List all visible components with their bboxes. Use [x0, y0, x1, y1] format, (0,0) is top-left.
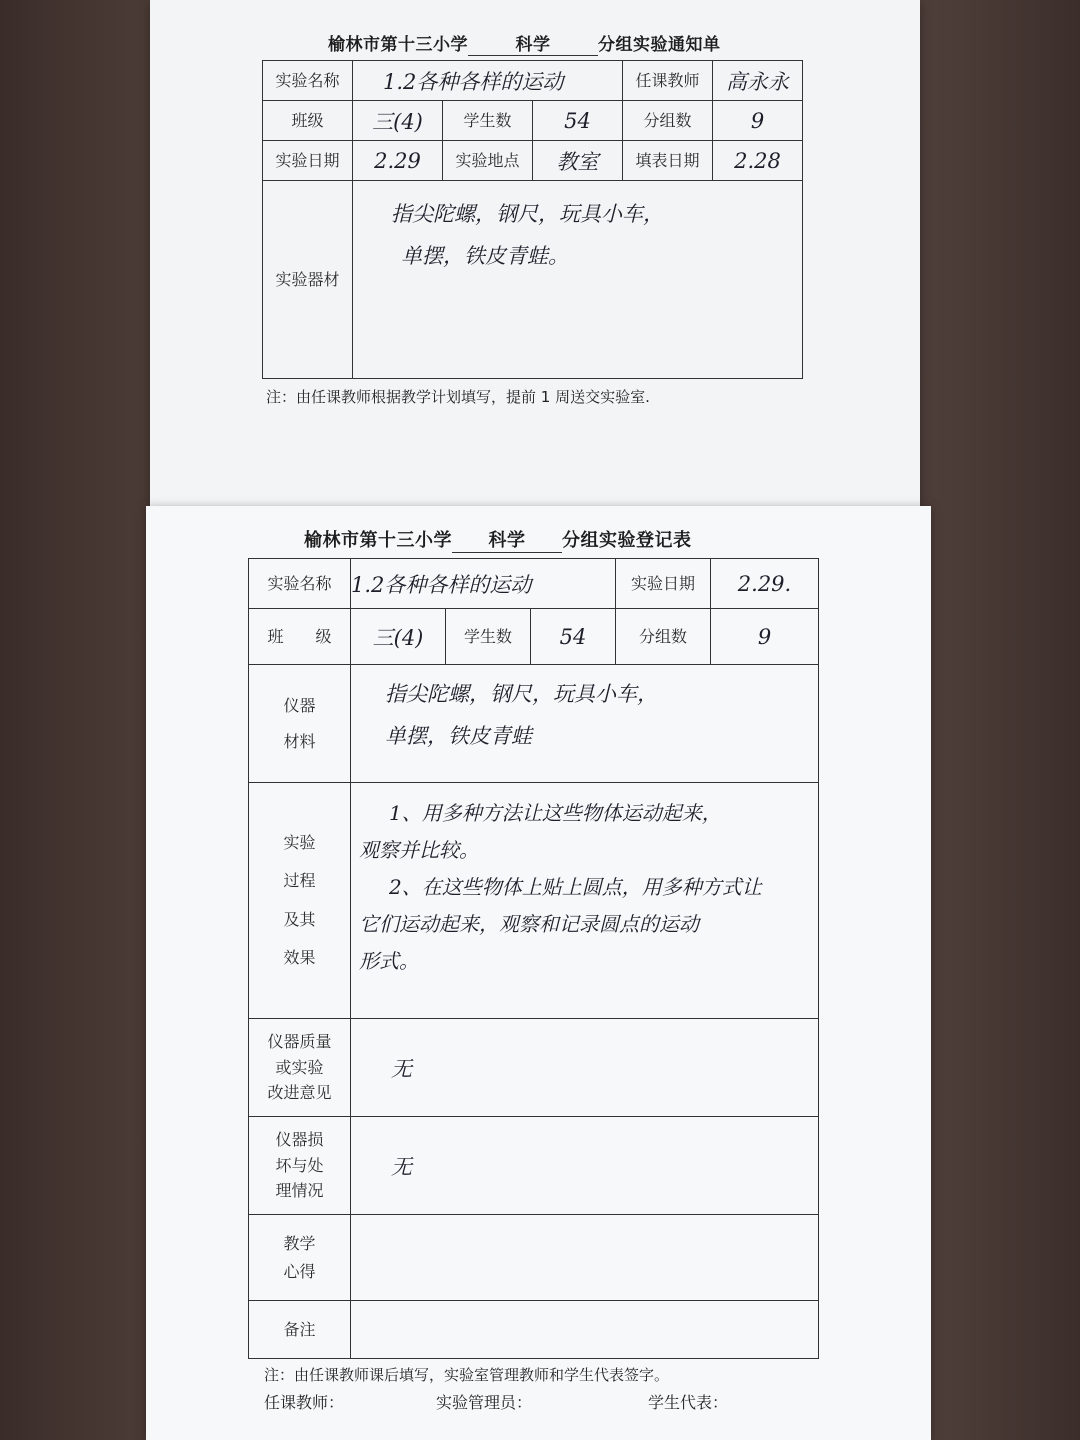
register-label-quality-1: 仪器质量	[267, 1032, 332, 1052]
register-sheet	[146, 506, 931, 1440]
register-value-reflection	[351, 1215, 819, 1301]
register-label-damage-2: 坏与处	[275, 1155, 324, 1175]
register-title-suffix: 分组实验登记表	[562, 530, 692, 551]
notice-sheet	[150, 0, 920, 506]
register-value-process	[351, 783, 819, 1019]
notice-value-groups: 9	[713, 101, 803, 141]
register-label-groups: 分组数	[616, 609, 711, 665]
notice-title-school: 榆林市第十三小学	[328, 35, 468, 55]
register-process-line-4: 它们运动起来，观察和记录圆点的运动	[359, 912, 699, 936]
register-label-name: 实验名称	[249, 559, 351, 609]
register-label-damage-3: 理情况	[275, 1181, 324, 1201]
notice-equipment-line-2: 单摆，铁皮青蛙。	[401, 244, 569, 268]
notice-value-equipment	[353, 181, 803, 379]
sign-manager-label: 实验管理员：	[436, 1393, 533, 1412]
register-process-line-3: 2、在这些物体上贴上圆点，用多种方式让	[389, 875, 762, 899]
notice-label-teacher: 任课教师	[623, 61, 713, 101]
notice-equipment-line-1: 指尖陀螺，钢尺，玩具小车，	[391, 202, 664, 226]
register-title-subject: 科学	[452, 526, 562, 553]
register-label-students: 学生数	[446, 609, 531, 665]
register-value-name: 1.2各种各样的运动	[351, 559, 616, 609]
notice-value-teacher: 高永永	[713, 61, 803, 101]
register-note: 注：由任课教师课后填写，实验室管理教师和学生代表签字。	[264, 1366, 670, 1384]
notice-label-equipment: 实验器材	[263, 181, 353, 379]
register-label-process-3: 及其	[283, 909, 316, 929]
notice-label-students: 学生数	[443, 101, 533, 141]
register-label-damage	[249, 1117, 351, 1215]
register-label-quality	[249, 1019, 351, 1117]
notice-label-place: 实验地点	[443, 141, 533, 181]
register-label-equipment-1: 仪器	[283, 695, 316, 715]
register-value-damage: 无	[351, 1117, 819, 1215]
sign-student-label: 学生代表：	[648, 1393, 729, 1412]
notice-label-name: 实验名称	[263, 61, 353, 101]
register-label-quality-2: 或实验	[275, 1057, 324, 1077]
notice-label-fill-date: 填表日期	[623, 141, 713, 181]
notice-value-class: 三(4)	[353, 101, 443, 141]
register-label-process-2: 过程	[283, 871, 316, 891]
register-value-date: 2.29.	[711, 559, 819, 609]
register-label-class: 班 级	[249, 609, 351, 665]
notice-value-fill-date: 2.28	[713, 141, 803, 181]
register-label-process-1: 实验	[283, 832, 316, 852]
notice-title	[328, 30, 721, 56]
register-process-line-1: 1、用多种方法让这些物体运动起来，	[389, 801, 722, 825]
register-label-process	[249, 783, 351, 1019]
register-signatures	[264, 1390, 728, 1413]
notice-title-suffix: 分组实验通知单	[598, 35, 721, 55]
register-label-remarks: 备注	[249, 1301, 351, 1359]
register-label-quality-3: 改进意见	[267, 1083, 332, 1103]
register-value-quality: 无	[351, 1019, 819, 1117]
register-label-reflection	[249, 1215, 351, 1301]
register-table	[248, 558, 819, 1359]
register-label-damage-1: 仪器损	[275, 1130, 324, 1150]
register-equipment-line-1: 指尖陀螺，钢尺，玩具小车，	[385, 682, 658, 706]
notice-label-class: 班级	[263, 101, 353, 141]
notice-value-name: 1.2各种各样的运动	[353, 61, 623, 101]
register-process-line-5: 形式。	[359, 949, 419, 973]
notice-note: 注：由任课教师根据教学计划填写，提前 1 周送交实验室.	[266, 388, 650, 406]
register-label-reflection-1: 教学	[283, 1234, 316, 1254]
notice-table	[262, 60, 803, 379]
notice-label-date: 实验日期	[263, 141, 353, 181]
register-equipment-line-2: 单摆，铁皮青蛙	[385, 724, 532, 748]
register-value-remarks	[351, 1301, 819, 1359]
register-label-reflection-2: 心得	[283, 1261, 316, 1281]
register-title	[304, 526, 692, 553]
register-label-equipment-2: 材料	[283, 731, 316, 751]
register-label-equipment	[249, 665, 351, 783]
register-value-equipment	[351, 665, 819, 783]
register-label-process-4: 效果	[283, 947, 316, 967]
register-label-date: 实验日期	[616, 559, 711, 609]
register-process-line-2: 观察并比较。	[359, 838, 479, 862]
register-title-school: 榆林市第十三小学	[304, 530, 452, 551]
register-value-groups: 9	[711, 609, 819, 665]
register-value-students: 54	[531, 609, 616, 665]
register-value-class: 三(4)	[351, 609, 446, 665]
sign-teacher-label: 任课教师：	[264, 1393, 345, 1412]
notice-value-place: 教室	[533, 141, 623, 181]
notice-title-subject: 科学	[468, 30, 598, 56]
notice-label-groups: 分组数	[623, 101, 713, 141]
notice-value-students: 54	[533, 101, 623, 141]
notice-value-date: 2.29	[353, 141, 443, 181]
